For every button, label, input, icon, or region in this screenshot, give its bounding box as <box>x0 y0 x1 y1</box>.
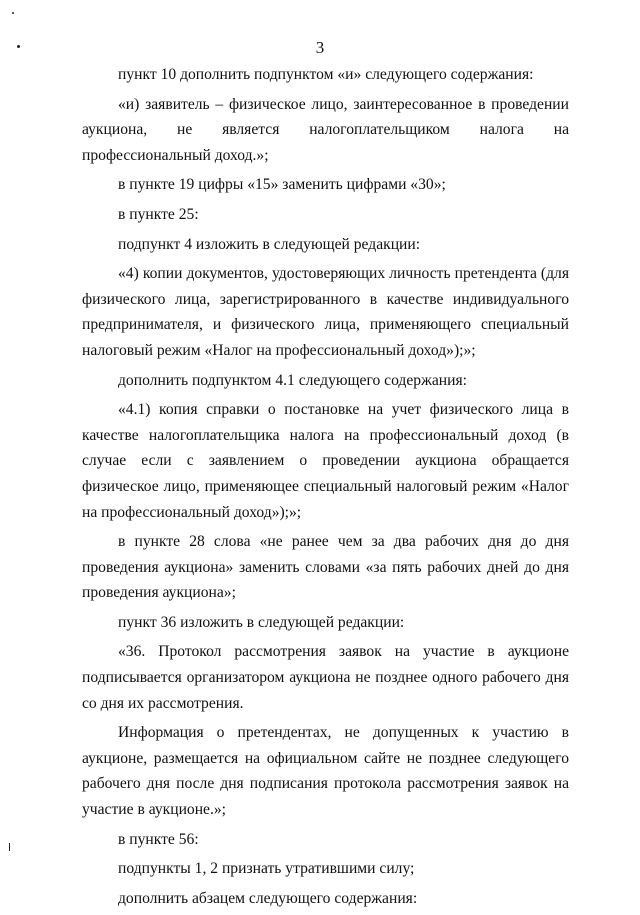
paragraph: «4) копии документов, удостоверяющих личность претендента (для физического лица, зарегистрированного в качестве индивидуального предпринимателя, и физического лица, применяющего специальный налоговый режим «Налог на профессиональный доход»);»; <box>82 265 569 359</box>
paragraph: подпункт 4 изложить в следующей редакции: <box>118 235 421 253</box>
paragraph: подпункты 1, 2 признать утратившими силу; <box>118 860 415 878</box>
paragraph: дополнить подпунктом 4.1 следующего содержания: <box>118 371 467 389</box>
paragraph: в пункте 28 слова «не ранее чем за два рабочих дня до дня проведения аукциона» заменить словами «за пять рабочих дней до дня проведения аукциона»; <box>82 533 569 602</box>
paragraph: пункт 36 изложить в следующей редакции: <box>118 613 405 631</box>
paragraph: «4.1) копия справки о постановке на учет физического лица в качестве налогоплательщика налога на профессиональный доход (в случае если с заявлением о проведении аукциона обращается физическое лицо, применяющее специальный налоговый режим «Налог на профессиональный доход»);»; <box>82 401 569 521</box>
paragraph: Информация о претендентах, не допущенных к участию в аукционе, размещается на официальном сайте не позднее следующего рабочего дня после дня подписания протокола рассмотрения заявок на участие в аукционе.»; <box>82 724 569 819</box>
paragraph: «36. Протокол рассмотрения заявок на участие в аукционе подписывается организатором аукциона не позднее одного рабочего дня со дня их рассмотрения. <box>82 643 569 712</box>
document-body <box>82 62 569 915</box>
scan-speck <box>12 12 14 14</box>
paragraph: дополнить абзацем следующего содержания: <box>118 889 418 907</box>
scan-speck <box>9 843 10 851</box>
paragraph: пункт 10 дополнить подпунктом «и» следующего содержания: <box>118 66 534 83</box>
paragraph: «и) заявитель – физическое лицо, заинтересованное в проведении аукциона, не является налогоплательщиком налога на профессиональный доход.»; <box>82 95 569 164</box>
paragraph: в пункте 25: <box>118 205 199 223</box>
page-number: 3 <box>315 38 325 57</box>
paragraph: в пункте 56: <box>118 830 199 848</box>
paragraph: в пункте 19 цифры «15» заменить цифрами «30»; <box>118 176 446 194</box>
